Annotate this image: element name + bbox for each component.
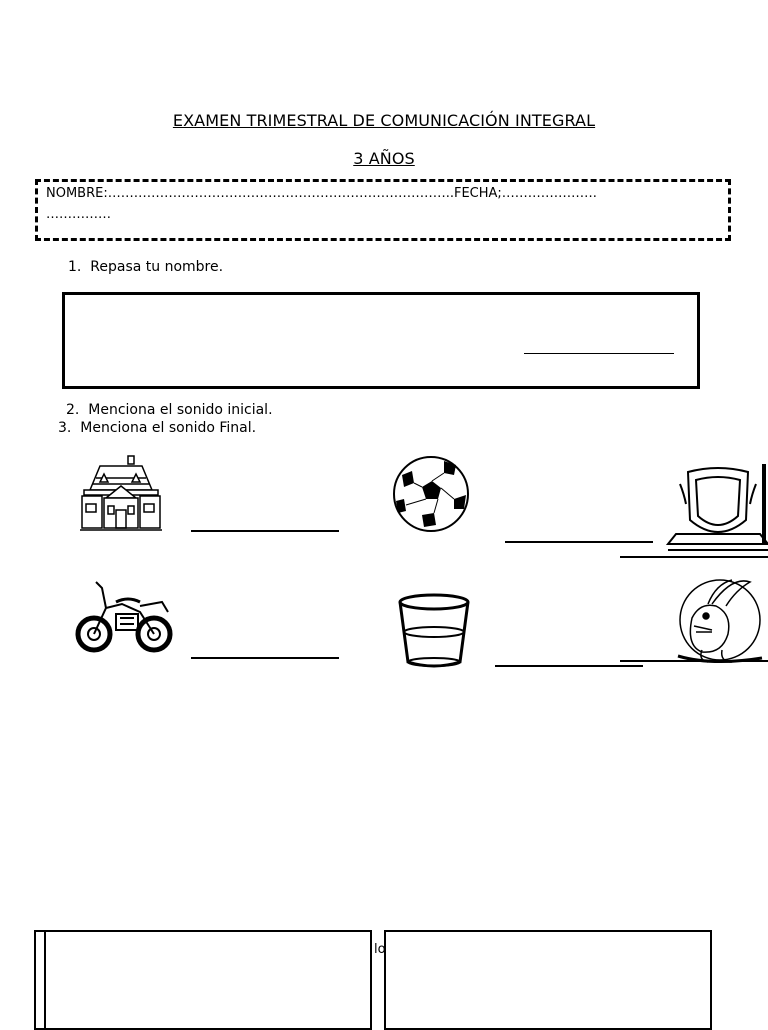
name-date-line-continued: …………… [46, 207, 111, 222]
answer-line-shield[interactable] [620, 556, 768, 558]
answer-line-glass[interactable] [495, 665, 643, 667]
bottom-box-right [384, 930, 712, 1030]
trace-name-box[interactable] [62, 292, 700, 389]
instruction-1 [68, 259, 223, 275]
answer-line-rabbit[interactable] [620, 660, 768, 662]
soccer-ball-icon [392, 455, 470, 533]
name-date-line: NOMBRE:……………………………………………………………………..FECHA;…………………. [46, 186, 597, 201]
answer-line-house[interactable] [191, 530, 339, 532]
trace-name-line[interactable] [524, 353, 674, 354]
bottom-box-left-inner-border [44, 930, 372, 1030]
motorcycle-icon [76, 578, 172, 660]
glass-icon [396, 592, 472, 670]
exam-title: EXAMEN TRIMESTRAL DE COMUNICACIÓN INTEGRAL [172, 111, 596, 130]
bottom-text-fragment: lo [374, 942, 386, 957]
house-icon [78, 454, 164, 534]
instruction-1-number: 1. [68, 259, 82, 275]
shield-trophy-icon [668, 464, 768, 564]
answer-line-ball[interactable] [505, 541, 653, 543]
instruction-3 [58, 420, 256, 436]
rabbit-icon [672, 574, 768, 670]
instruction-2 [66, 402, 273, 418]
instruction-2-number: 2. [66, 402, 80, 418]
instruction-3-text: Menciona el sonido Final. [80, 420, 257, 436]
instruction-3-number: 3. [58, 420, 72, 436]
exam-subtitle: 3 AÑOS [353, 149, 415, 168]
instruction-2-text: Menciona el sonido inicial. [88, 402, 273, 418]
answer-line-motorcycle[interactable] [191, 657, 339, 659]
instruction-1-text: Repasa tu nombre. [90, 259, 224, 275]
